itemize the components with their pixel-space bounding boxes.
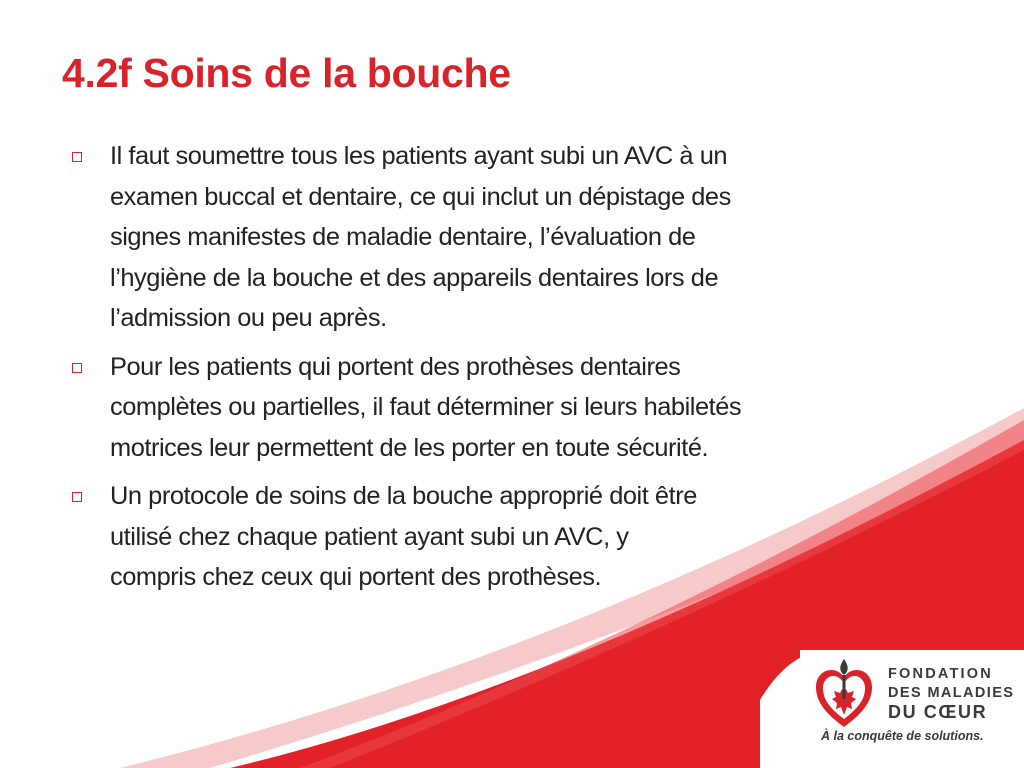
bullet-square-icon: [72, 152, 82, 162]
heart-foundation-logo: [812, 657, 1015, 757]
bullet-line: Pour les patients qui portent des prothèses dentaires: [110, 352, 681, 381]
logo-text-line-2: DES MALADIES: [888, 685, 1015, 701]
logo-text-line-3: DU CŒUR: [888, 702, 988, 722]
bullet-item: [70, 347, 970, 469]
bullet-line: complètes ou partielles, il faut déterminer si leurs habiletés: [110, 393, 742, 421]
bullet-line: Il faut soumettre tous les patients ayant subi un AVC à un: [110, 142, 728, 170]
logo-tagline: À la conquête de solutions.: [821, 729, 984, 743]
bullet-item: [70, 476, 970, 598]
bullet-square-icon: [72, 363, 82, 373]
heart-torch-icon: [812, 657, 876, 733]
bullet-item: [70, 136, 970, 339]
bullet-line: motrices leur permettent de les porter en toute sécurité.: [110, 433, 709, 462]
bullet-line: signes manifestes de maladie dentaire, l’évaluation de: [110, 223, 696, 251]
bullet-line: utilisé chez chaque patient ayant subi un AVC, y: [110, 522, 629, 551]
logo-text-line-1: FONDATION: [888, 666, 993, 682]
slide-title: 4.2f Soins de la bouche: [62, 50, 511, 96]
bullet-line: l’admission ou peu après.: [110, 304, 387, 332]
bullet-square-icon: [72, 492, 82, 502]
bullet-line: l’hygiène de la bouche et des appareils dentaires lors de: [110, 263, 719, 292]
bullet-line: Un protocole de soins de la bouche approprié doit être: [110, 482, 697, 510]
bullet-line: examen buccal et dentaire, ce qui inclut un dépistage des: [110, 182, 731, 211]
bullet-list: [70, 136, 970, 606]
bullet-line: compris chez ceux qui portent des prothèses.: [110, 563, 602, 591]
